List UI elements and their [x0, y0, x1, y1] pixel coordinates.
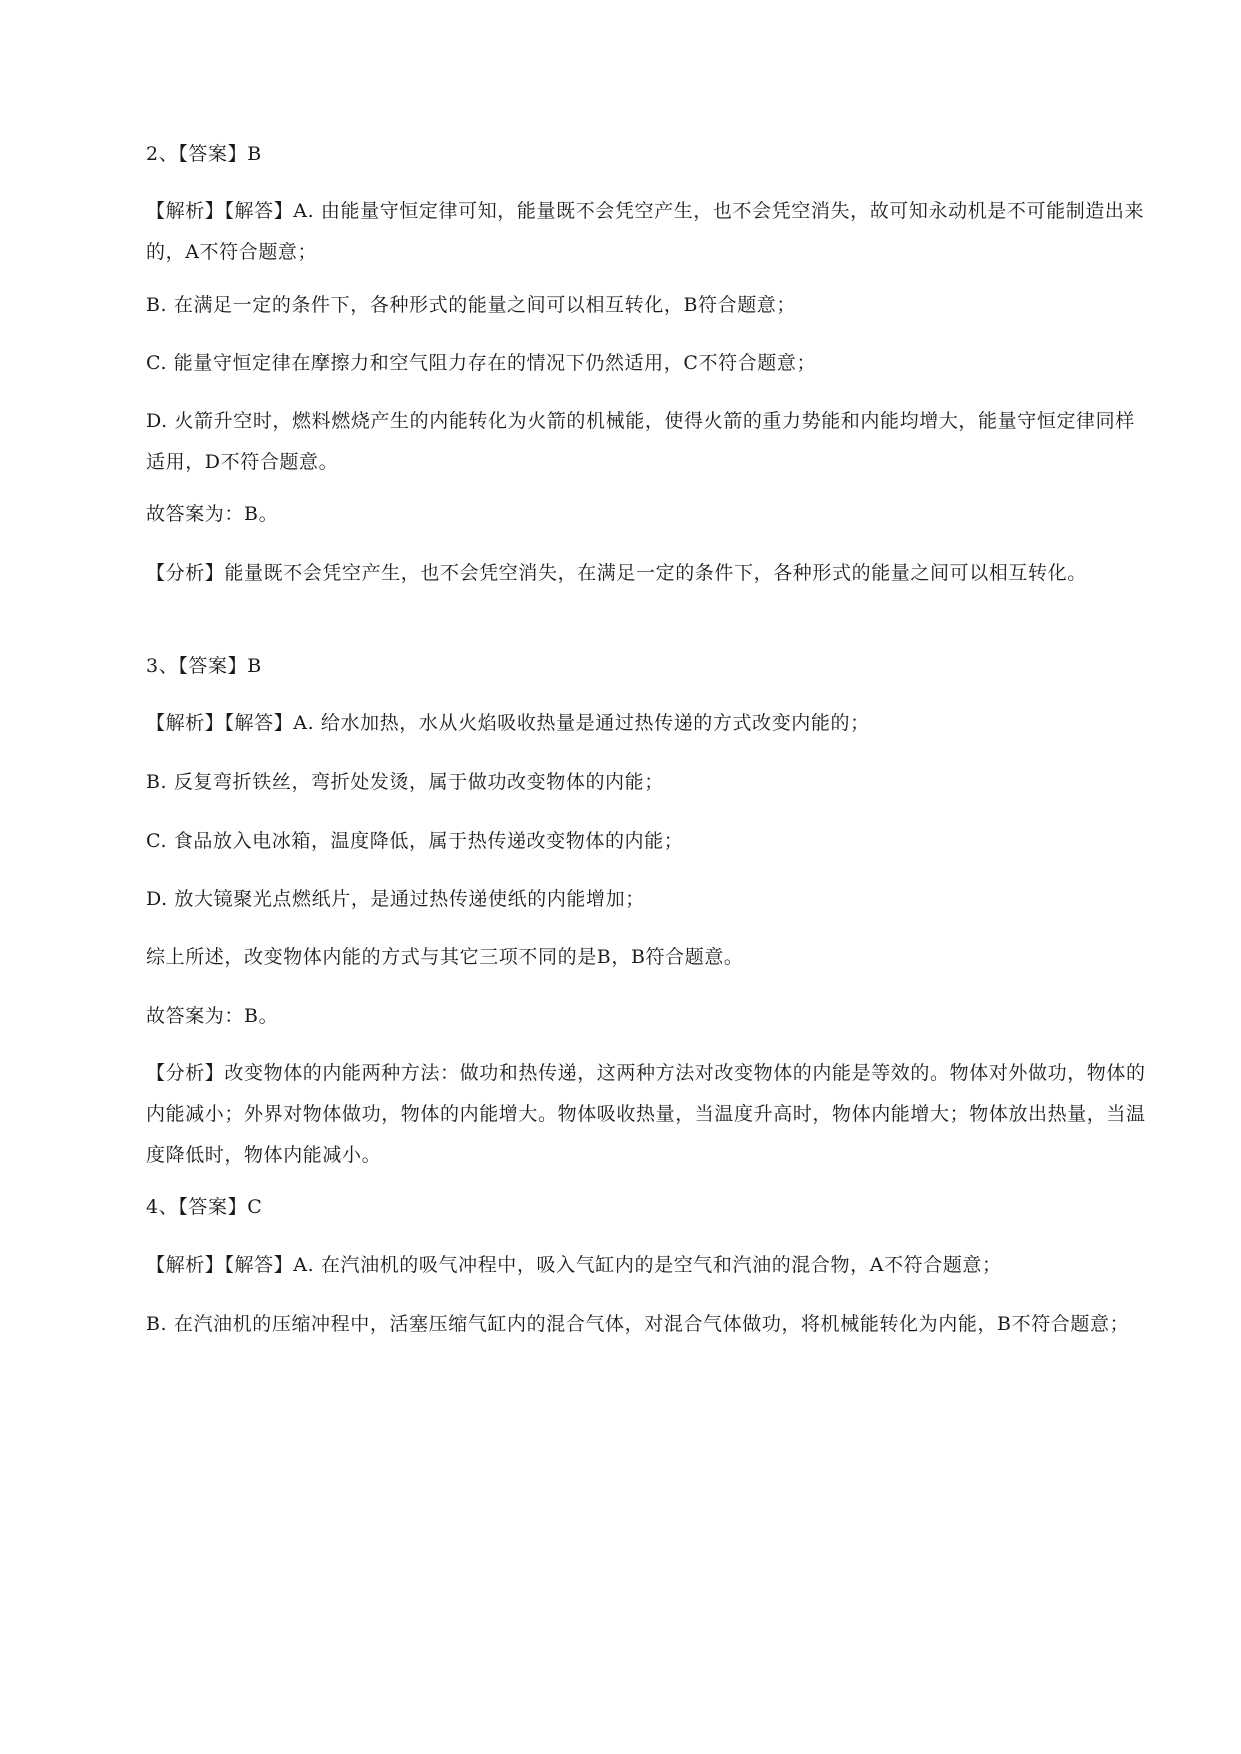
conclusion-paragraph: 故答案为：B。	[146, 1005, 279, 1027]
option-paragraph: C. 能量守恒定律在摩擦力和空气阻力存在的情况下仍然适用，C不符合题意；	[146, 352, 817, 374]
analysis-paragraph: 【解析】【解答】A. 由能量守恒定律可知，能量既不会凭空产生，也不会凭空消失，故可知永动机是不可能制造出来的，A不符合题意；	[146, 200, 1145, 263]
answer-heading-3: 3、【答案】B	[146, 655, 262, 677]
option-paragraph: C. 食品放入电冰箱，温度降低，属于热传递改变物体的内能；	[146, 830, 684, 852]
option-paragraph: B. 在满足一定的条件下，各种形式的能量之间可以相互转化，B符合题意；	[146, 294, 797, 316]
analysis-summary: 【分析】改变物体的内能两种方法：做功和热传递，这两种方法对改变物体的内能是等效的。物体对外做功，物体的内能减小；外界对物体做功，物体的内能增大。物体吸收热量，当温度升高时，物体内能增大；物体放出热量，当温度降低时，物体内能减小。	[146, 1062, 1146, 1166]
option-paragraph: B. 在汽油机的压缩冲程中，活塞压缩气缸内的混合气体，对混合气体做功，将机械能转化为内能，B不符合题意；	[146, 1313, 1130, 1335]
analysis-paragraph: 【解析】【解答】A. 给水加热，水从火焰吸收热量是通过热传递的方式改变内能的；	[146, 712, 870, 734]
summary-paragraph: 综上所述，改变物体内能的方式与其它三项不同的是B，B符合题意。	[146, 946, 744, 968]
option-paragraph: D. 火箭升空时，燃料燃烧产生的内能转化为火箭的机械能，使得火箭的重力势能和内能均增大，能量守恒定律同样适用，D不符合题意。	[146, 410, 1135, 473]
option-paragraph: B. 反复弯折铁丝，弯折处发烫，属于做功改变物体的内能；	[146, 771, 664, 793]
analysis-paragraph: 【解析】【解答】A. 在汽油机的吸气冲程中，吸入气缸内的是空气和汽油的混合物，A不符合题意；	[146, 1254, 1002, 1276]
answer-heading-4: 4、【答案】C	[146, 1196, 263, 1218]
option-paragraph: D. 放大镜聚光点燃纸片，是通过热传递使纸的内能增加；	[146, 888, 645, 910]
conclusion-paragraph: 故答案为：B。	[146, 503, 279, 525]
answer-heading-2: 2、【答案】B	[146, 143, 262, 165]
analysis-summary: 【分析】能量既不会凭空产生，也不会凭空消失，在满足一定的条件下，各种形式的能量之间可以相互转化。	[146, 562, 1087, 584]
